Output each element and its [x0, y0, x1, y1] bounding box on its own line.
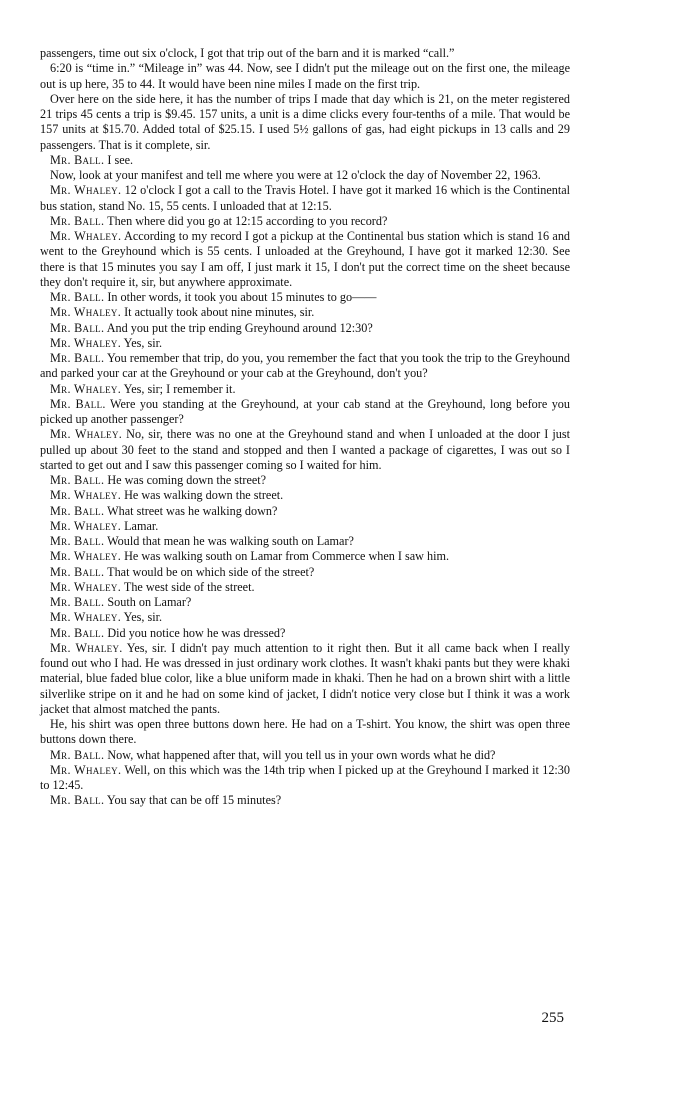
transcript-paragraph [40, 717, 570, 748]
transcript-paragraph [40, 519, 570, 534]
speaker-label: Mr. Whaley. [50, 549, 122, 564]
speaker-label: Mr. Whaley. [50, 427, 123, 442]
speaker-label: Mr. Ball. [50, 152, 105, 167]
paragraph-text: Yes, sir. I didn't pay much attention to it right then. But it all came back when I really found out who I had. He was dressed in just ordinary work clothes. It wasn't khaki pants but they were khaki material, blue faded blue color, like a blue uniform made in khaki. Then he had on a brown shirt with a little silverlike stripe on it and he had on some kind of jacket, I didn't notice very close but I think it was a work jacket that almost matched the pants. [40, 640, 570, 716]
paragraph-text: Well, on this which was the 14th trip when I picked up at the Greyhound I marked it 12:30 to 12:45. [40, 762, 570, 792]
transcript-paragraph [40, 427, 570, 473]
paragraph-text: 12 o'clock I got a call to the Travis Hotel. I have got it marked 16 which is the Continental bus station, stand No. 15, 55 cents. I unloaded that at 12:15. [40, 183, 570, 213]
transcript-paragraph [40, 183, 570, 214]
paragraph-text: Did you notice how he was dressed? [107, 625, 286, 640]
speaker-label: Mr. Whaley. [50, 518, 122, 533]
transcript-paragraph [40, 473, 570, 488]
transcript-paragraph [40, 626, 570, 641]
transcript-paragraph [40, 214, 570, 229]
paragraph-text: Were you standing at the Greyhound, at your cab stand at the Greyhound, long before you picked up another passenger? [40, 396, 570, 426]
speaker-label: Mr. Ball. [50, 625, 105, 640]
speaker-label: Mr. Whaley. [50, 305, 122, 320]
transcript-paragraph [40, 305, 570, 320]
transcript-paragraph [40, 534, 570, 549]
transcript-paragraph [40, 229, 570, 290]
transcript-paragraph [40, 61, 570, 92]
transcript-paragraph [40, 565, 570, 580]
speaker-label: Mr. Ball. [50, 793, 105, 808]
paragraph-text: I see. [107, 152, 134, 167]
transcript-paragraph [40, 488, 570, 503]
paragraph-text: South on Lamar? [107, 595, 192, 609]
speaker-label: Mr. Whaley. [50, 183, 122, 198]
speaker-label: Mr. Whaley. [50, 579, 122, 594]
transcript-paragraph [40, 641, 570, 717]
transcript-paragraph [40, 153, 570, 168]
paragraph-text: Yes, sir; I remember it. [123, 381, 236, 396]
transcript-paragraph [40, 763, 570, 794]
speaker-label: Mr. Ball. [50, 564, 105, 579]
paragraph-text: You remember that trip, do you, you remember the fact that you took the trip to the Greyhound and parked your car at the Greyhound or your cab at the Greyhound, don't you? [40, 351, 570, 381]
speaker-label: Mr. Ball. [50, 595, 105, 609]
paragraph-text: Lamar. [124, 518, 159, 533]
paragraph-text: And you put the trip ending Greyhound around 12:30? [106, 320, 373, 335]
speaker-label: Mr. Whaley. [50, 381, 122, 396]
speaker-label: Mr. Ball. [50, 473, 105, 487]
speaker-label: Mr. Ball. [50, 320, 105, 335]
transcript-paragraph [40, 351, 570, 382]
speaker-label: Mr. Whaley. [50, 640, 123, 655]
paragraph-text: He, his shirt was open three buttons down here. He had on a T-shirt. You know, the shirt was open three buttons down there. [40, 717, 570, 747]
paragraph-text: He was coming down the street? [107, 473, 267, 487]
speaker-label: Mr. Ball. [50, 503, 105, 518]
paragraph-text: Now, look at your manifest and tell me where you were at 12 o'clock the day of November 22, 1963. [50, 168, 541, 182]
transcript-paragraph [40, 336, 570, 351]
transcript-paragraph [40, 748, 570, 763]
transcript-paragraph [40, 504, 570, 519]
page-number: 255 [541, 1010, 564, 1026]
transcript-paragraph [40, 610, 570, 625]
speaker-label: Mr. Ball. [50, 290, 105, 304]
transcript-paragraph [40, 168, 570, 183]
paragraph-text: Then where did you go at 12:15 according to you record? [107, 213, 388, 228]
paragraph-text: He was walking south on Lamar from Commerce when I saw him. [124, 549, 450, 564]
speaker-label: Mr. Whaley. [50, 488, 122, 503]
paragraph-text: Over here on the side here, it has the number of trips I made that day which is 21, on the meter registered 21 trips 45 cents a trip is $9.45. 157 units, a unit is a dime clicks every four-tenths of a mile. That would be 157 units at $15.70. Added total of $25.15. I used 5½ gallons of gas, had eight pickups in 13 calls and 29 passengers. That is it complete, sir. [40, 91, 570, 152]
paragraph-text: passengers, time out six o'clock, I got that trip out of the barn and it is marked “call.” [40, 46, 455, 60]
paragraph-text: Now, what happened after that, will you tell us in your own words what he did? [107, 747, 496, 762]
transcript-body [40, 46, 570, 809]
transcript-paragraph [40, 793, 570, 808]
transcript-paragraph [40, 595, 570, 610]
paragraph-text: Would that mean he was walking south on Lamar? [107, 534, 354, 548]
speaker-label: Mr. Ball. [50, 534, 105, 548]
speaker-label: Mr. Whaley. [50, 229, 122, 243]
transcript-paragraph [40, 46, 570, 61]
speaker-label: Mr. Whaley. [50, 335, 122, 350]
paragraph-text: That would be on which side of the street? [107, 564, 315, 579]
speaker-label: Mr. Ball. [50, 747, 105, 762]
transcript-paragraph [40, 397, 570, 428]
transcript-paragraph [40, 290, 570, 305]
paragraph-text: You say that can be off 15 minutes? [106, 793, 282, 808]
transcript-paragraph [40, 382, 570, 397]
transcript-paragraph [40, 580, 570, 595]
paragraph-text: 6:20 is “time in.” “Mileage in” was 44. Now, see I didn't put the mileage out on the first one, the mileage out is up here, 35 to 44. It would have been nine miles I made on the first trip. [40, 61, 570, 91]
paragraph-text: The west side of the street. [123, 579, 255, 594]
speaker-label: Mr. Ball. [50, 351, 105, 365]
transcript-paragraph [40, 549, 570, 564]
paragraph-text: It actually took about nine minutes, sir. [124, 305, 315, 320]
paragraph-text: What street was he walking down? [107, 503, 278, 518]
transcript-paragraph [40, 321, 570, 336]
paragraph-text: He was walking down the street. [124, 488, 284, 503]
speaker-label: Mr. Whaley. [50, 762, 122, 777]
speaker-label: Mr. Ball. [50, 396, 106, 411]
speaker-label: Mr. Ball. [50, 213, 105, 228]
speaker-label: Mr. Whaley. [50, 610, 122, 625]
paragraph-text: According to my record I got a pickup at the Continental bus station which is stand 16 and went to the Greyhound which is 55 cents. I unloaded at the Greyhound, I have got it marked 12:30. See there is that 15 minutes you say I am off, I just mark it 15, I don't put the correct time on the sheet because they don't require it, sir, but anywhere approximate. [40, 229, 571, 289]
paragraph-text: In other words, it took you about 15 minutes to go—— [107, 290, 377, 304]
transcript-paragraph [40, 92, 570, 153]
paragraph-text: Yes, sir. [123, 610, 163, 625]
paragraph-text: No, sir, there was no one at the Greyhound stand and when I unloaded at the door I just pulled up about 30 feet to the stand and stopped and then I wanted a package of cigarettes, I was out so I started to get out and I saw this passenger coming so I waited for him. [40, 427, 570, 472]
paragraph-text: Yes, sir. [123, 335, 163, 350]
